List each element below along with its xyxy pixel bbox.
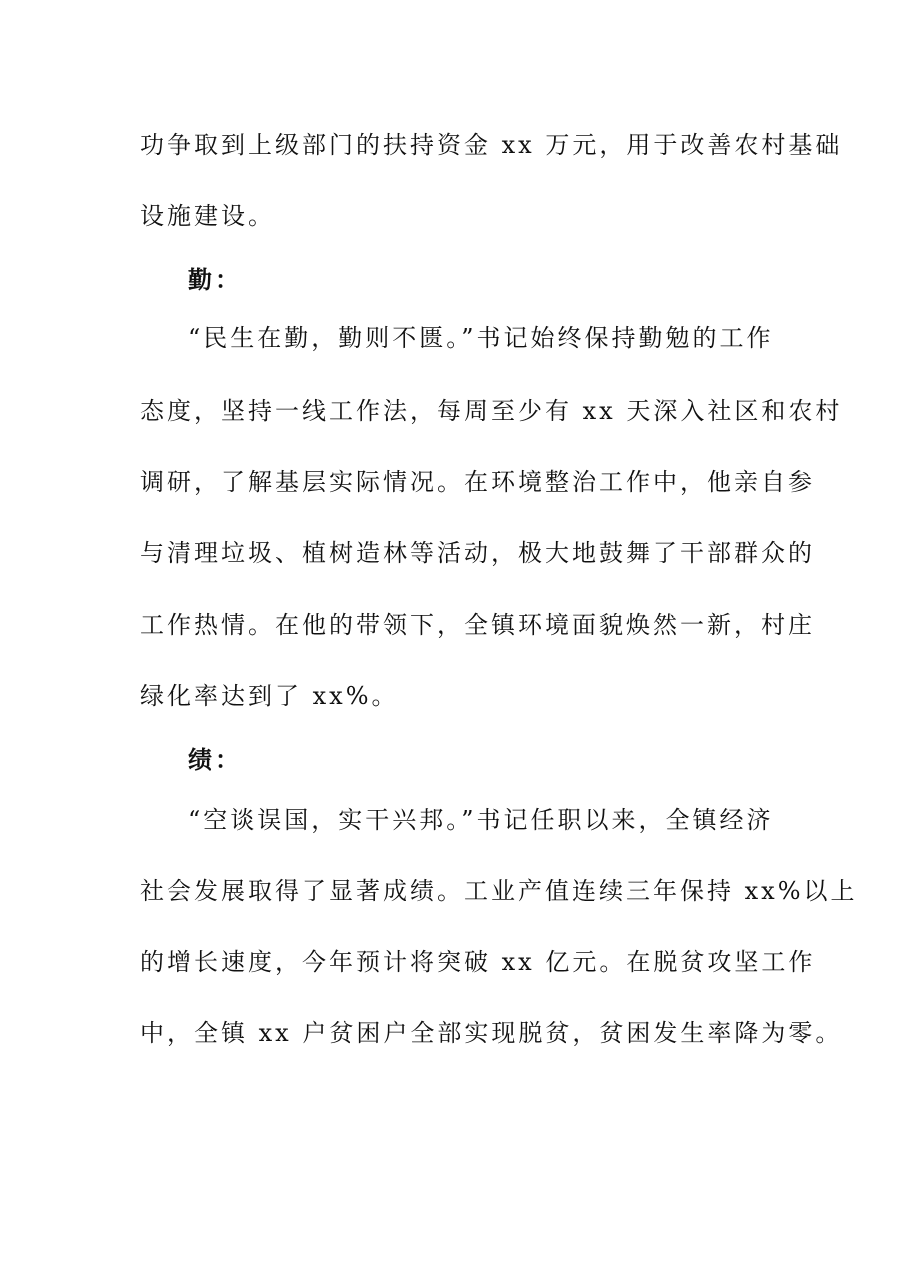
paragraph-line: 与清理垃圾、植树造林等活动，极大地鼓舞了干部群众的 xyxy=(140,539,815,567)
section-heading-ji: 绩： xyxy=(188,745,242,774)
paragraph-line: 工作热情。在他的带领下，全镇环境面貌焕然一新，村庄 xyxy=(140,611,815,639)
section-heading-qin: 勤： xyxy=(188,265,242,294)
paragraph-line: 功争取到上级部门的扶持资金 xx 万元，用于改善农村基础 xyxy=(140,131,843,159)
paragraph-line: 中，全镇 xx 户贫困户全部实现脱贫，贫困发生率降为零。 xyxy=(140,1019,843,1047)
paragraph-line: 社会发展取得了显著成绩。工业产值连续三年保持 xx%以上 xyxy=(140,877,858,905)
paragraph-line: 设施建设。 xyxy=(140,202,275,230)
paragraph-line: 态度，坚持一线工作法，每周至少有 xx 天深入社区和农村 xyxy=(140,397,843,425)
paragraph-line: “空谈误国，实干兴邦。”书记任职以来，全镇经济 xyxy=(188,806,774,834)
paragraph-line: 绿化率达到了 xx%。 xyxy=(140,682,399,710)
paragraph-line: 调研，了解基层实际情况。在环境整治工作中，他亲自参 xyxy=(140,468,815,496)
paragraph-line: “民生在勤，勤则不匮。”书记始终保持勤勉的工作 xyxy=(188,324,774,352)
paragraph-line: 的增长速度，今年预计将突破 xx 亿元。在脱贫攻坚工作 xyxy=(140,948,816,976)
